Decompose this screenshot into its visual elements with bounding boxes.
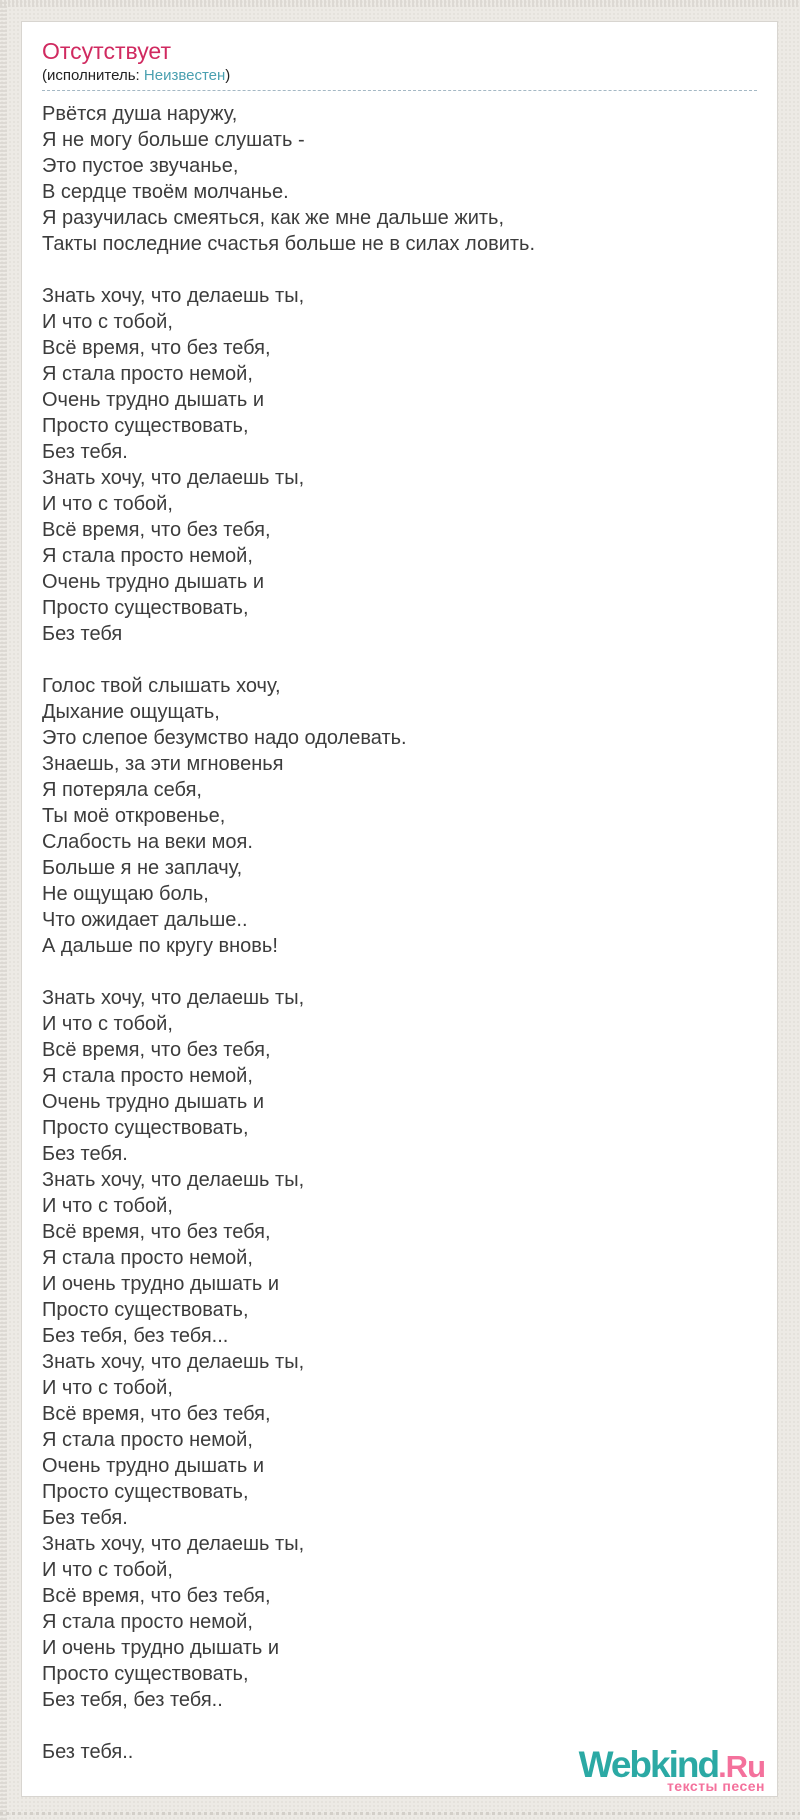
lyric-line: Просто существовать,	[42, 1117, 249, 1139]
lyric-line: Очень трудно дышать и	[42, 1091, 264, 1113]
webkind-logo[interactable]	[579, 1746, 765, 1793]
lyric-line: Я стала просто немой,	[42, 363, 253, 385]
lyric-line: Знать хочу, что делаешь ты,	[42, 285, 305, 307]
lyric-line: И что с тобой,	[42, 311, 173, 333]
lyric-line: Просто существовать,	[42, 1663, 249, 1685]
lyric-line: И что с тобой,	[42, 1195, 173, 1217]
lyric-line: Я разучилась смеяться, как же мне дальше жить,	[42, 207, 505, 229]
lyric-line: Просто существовать,	[42, 1299, 249, 1321]
lyric-line: Рвётся душа наружу,	[42, 103, 238, 125]
lyric-line: Просто существовать,	[42, 1481, 249, 1503]
dashed-separator	[42, 90, 757, 91]
lyric-line: А дальше по кругу вновь!	[42, 935, 278, 957]
lyric-line: Всё время, что без тебя,	[42, 1585, 271, 1607]
lyric-line: Знать хочу, что делаешь ты,	[42, 987, 305, 1009]
lyric-line: Дыхание ощущать,	[42, 701, 220, 723]
artist-suffix: )	[225, 67, 231, 84]
lyric-line: И очень трудно дышать и	[42, 1637, 280, 1659]
artist-link[interactable]: Неизвестен	[143, 67, 226, 84]
lyric-line: Я не могу больше слушать -	[42, 129, 305, 151]
lyric-line: Знать хочу, что делаешь ты,	[42, 1533, 305, 1555]
lyric-line: Такты последние счастья больше не в силах ловить.	[42, 233, 535, 255]
lyric-line: В сердце твоём молчанье.	[42, 181, 289, 203]
lyric-line: И очень трудно дышать и	[42, 1273, 280, 1295]
lyric-line: Всё время, что без тебя,	[42, 519, 271, 541]
stanza	[42, 101, 757, 257]
lyric-line: Без тебя, без тебя..	[42, 1689, 223, 1711]
artist-line	[42, 67, 757, 85]
lyric-line: Ты моё откровенье,	[42, 805, 226, 827]
logo-tagline: тексты песен	[666, 1778, 765, 1794]
lyric-line: Я стала просто немой,	[42, 1247, 253, 1269]
lyric-line: Знать хочу, что делаешь ты,	[42, 1351, 305, 1373]
lyric-line: Всё время, что без тебя,	[42, 1403, 271, 1425]
stanza	[42, 673, 757, 959]
lyric-line: Знаешь, за эти мгновенья	[42, 753, 284, 775]
lyric-line: Очень трудно дышать и	[42, 389, 264, 411]
lyric-line: Голос твой слышать хочу,	[42, 675, 281, 697]
lyric-line: Просто существовать,	[42, 597, 249, 619]
lyric-line: Не ощущаю боль,	[42, 883, 209, 905]
lyric-line: Слабость на веки моя.	[42, 831, 253, 853]
lyric-line: Очень трудно дышать и	[42, 1455, 264, 1477]
stanza	[42, 985, 757, 1713]
lyric-line: Без тебя..	[42, 1741, 134, 1763]
lyric-line: Больше я не заплачу,	[42, 857, 243, 879]
lyric-line: Знать хочу, что делаешь ты,	[42, 1169, 305, 1191]
lyric-line: И что с тобой,	[42, 1013, 173, 1035]
lyric-line: Всё время, что без тебя,	[42, 1039, 271, 1061]
lyrics-card	[21, 21, 778, 1797]
page-left-texture	[0, 0, 7, 1820]
lyric-line: Без тебя.	[42, 1507, 128, 1529]
page-top-texture	[0, 0, 800, 7]
logo-webkind-text: Webkind	[578, 1744, 719, 1785]
lyric-line: Я стала просто немой,	[42, 1429, 253, 1451]
lyric-line: Без тебя.	[42, 1143, 128, 1165]
stanza	[42, 283, 757, 647]
lyrics-text	[42, 101, 757, 1765]
lyric-line: Что ожидает дальше..	[42, 909, 248, 931]
lyric-line: Без тебя.	[42, 441, 128, 463]
lyric-line: Я стала просто немой,	[42, 1611, 253, 1633]
lyric-line: Без тебя	[42, 623, 123, 645]
lyric-line: Всё время, что без тебя,	[42, 337, 271, 359]
lyric-line: Я стала просто немой,	[42, 545, 253, 567]
page-bottom-texture	[0, 1812, 800, 1815]
lyric-line: Я потеряла себя,	[42, 779, 202, 801]
lyric-line: Знать хочу, что делаешь ты,	[42, 467, 305, 489]
lyric-line: Без тебя, без тебя...	[42, 1325, 229, 1347]
artist-label: (исполнитель:	[42, 67, 140, 84]
lyric-line: Всё время, что без тебя,	[42, 1221, 271, 1243]
lyric-line: Это пустое звучанье,	[42, 155, 239, 177]
lyric-line: Просто существовать,	[42, 415, 249, 437]
lyric-line: Я стала просто немой,	[42, 1065, 253, 1087]
lyric-line: Очень трудно дышать и	[42, 571, 264, 593]
lyric-line: И что с тобой,	[42, 1559, 173, 1581]
lyric-line: И что с тобой,	[42, 493, 173, 515]
lyric-line: И что с тобой,	[42, 1377, 173, 1399]
logo-ru-text: .Ru	[718, 1749, 765, 1784]
song-title: Отсутствует	[42, 38, 171, 64]
lyric-line: Это слепое безумство надо одолевать.	[42, 727, 407, 749]
